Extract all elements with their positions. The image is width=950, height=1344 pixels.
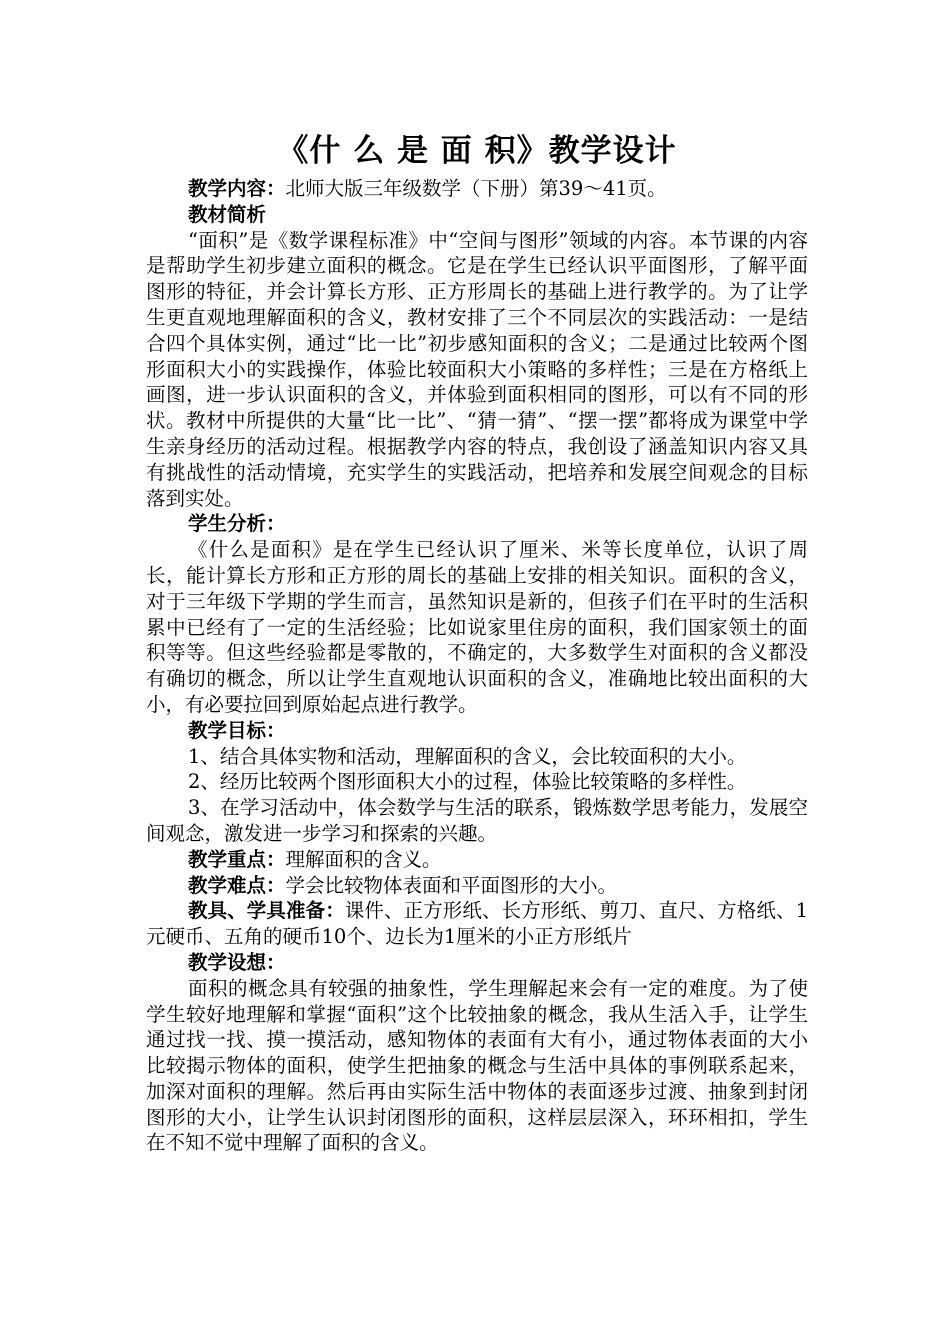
document-page <box>146 128 828 1156</box>
students-body: 《什么是面积》是在学生已经认识了厘米、米等长度单位，认识了周长，能计算长方形和正方形的周长的基础上安排的相关知识。面积的含义，对于三年级下学期的学生而言，虽然知识是新的，但孩子们在平时的生活积累中已经有了一定的生活经验；比如说家里住房的面积，我们国家领土的面积等等。但这些经验都是零散的，不确定的，大多数学生对面积的含义都没有确切的概念，所以让学生直观地认识面积的含义，准确地比较出面积的大小，有必要拉回到原始起点进行教学。 <box>146 538 808 716</box>
students-heading: 学生分析： <box>188 512 286 536</box>
textbook-heading: 教材简析 <box>188 202 267 226</box>
materials-label: 教具、学具准备： <box>188 899 345 923</box>
key-point-text: 理解面积的含义。 <box>285 847 442 871</box>
difficulty-label: 教学难点： <box>188 873 286 897</box>
goals-heading: 教学目标： <box>188 718 286 742</box>
difficulty-text: 学会比较物体表面和平面图形的大小。 <box>285 873 618 897</box>
document-title: 《什 么 是 面 积》教学设计 <box>277 133 677 169</box>
goal-item-3: 3、在学习活动中，体会数学与生活的联系，锻炼数学思考能力，发展空间观念，激发进一步学习和探索的兴趣。 <box>146 796 808 845</box>
students-heading-row <box>146 511 808 537</box>
teaching-content <box>146 176 808 202</box>
textbook-body: “面积”是《数学课程标准》中“空间与图形”领域的内容。本节课的内容是帮助学生初步建立面积的概念。它是在学生已经认识平面图形，了解平面图形的特征，并会计算长方形、正方形周长的基础上进行教学的。为了让学生更直观地理解面积的含义，教材安排了三个不同层次的实践活动：一是结合四个具体实例，通过“比一比”初步感知面积的含义；二是通过比较两个图形面积大小的实践操作，体验比较面积大小策略的多样性；三是在方格纸上画图，进一步认识面积的含义，并体验到面积相同的图形，可以有不同的形状。教材中所提供的大量“比一比”、“猜一猜”、“摆一摆”都将成为课堂中学生亲身经历的活动过程。根据教学内容的特点，我创设了涵盖知识内容又具有挑战性的活动情境，充实学生的实践活动，把培养和发展空间观念的目标落到实处。 <box>146 228 808 510</box>
design-heading: 教学设想： <box>188 950 286 974</box>
textbook-heading-row <box>146 202 808 228</box>
goals-heading-row <box>146 718 808 744</box>
teaching-content-label: 教学内容： <box>188 177 286 200</box>
teaching-content-text: 北师大版三年级数学（下册）第39～41页。 <box>285 177 667 200</box>
difficulty <box>146 873 808 899</box>
goal-item-1: 1、结合具体实物和活动，理解面积的含义，会比较面积的大小。 <box>188 744 747 768</box>
design-body: 面积的概念具有较强的抽象性，学生理解起来会有一定的难度。为了使学生较好地理解和掌握“面积”这个比较抽象的概念，我从生活入手，让学生通过找一找、摸一摸活动，感知物体的表面有大有小，通过物体表面的大小比较揭示物体的面积，使学生把抽象的概念与生活中具体的事例联系起来，加深对面积的理解。然后再由实际生活中物体的表面逐步过渡、抽象到封闭图形的大小，让学生认识封闭图形的面积，这样层层深入，环环相扣，学生在不知不觉中理解了面积的含义。 <box>146 976 808 1155</box>
key-point <box>146 847 808 873</box>
materials-text: 课件、正方形纸、长方形纸、剪刀、直尺、方格纸、1 元硬币、五角的硬币10个、边长为1厘米的小正方形纸片 <box>146 899 828 949</box>
key-point-label: 教学重点： <box>188 847 286 871</box>
materials <box>146 898 828 950</box>
design-heading-row <box>146 950 808 976</box>
goal-item-2: 2、经历比较两个图形面积大小的过程，体验比较策略的多样性。 <box>188 770 747 794</box>
